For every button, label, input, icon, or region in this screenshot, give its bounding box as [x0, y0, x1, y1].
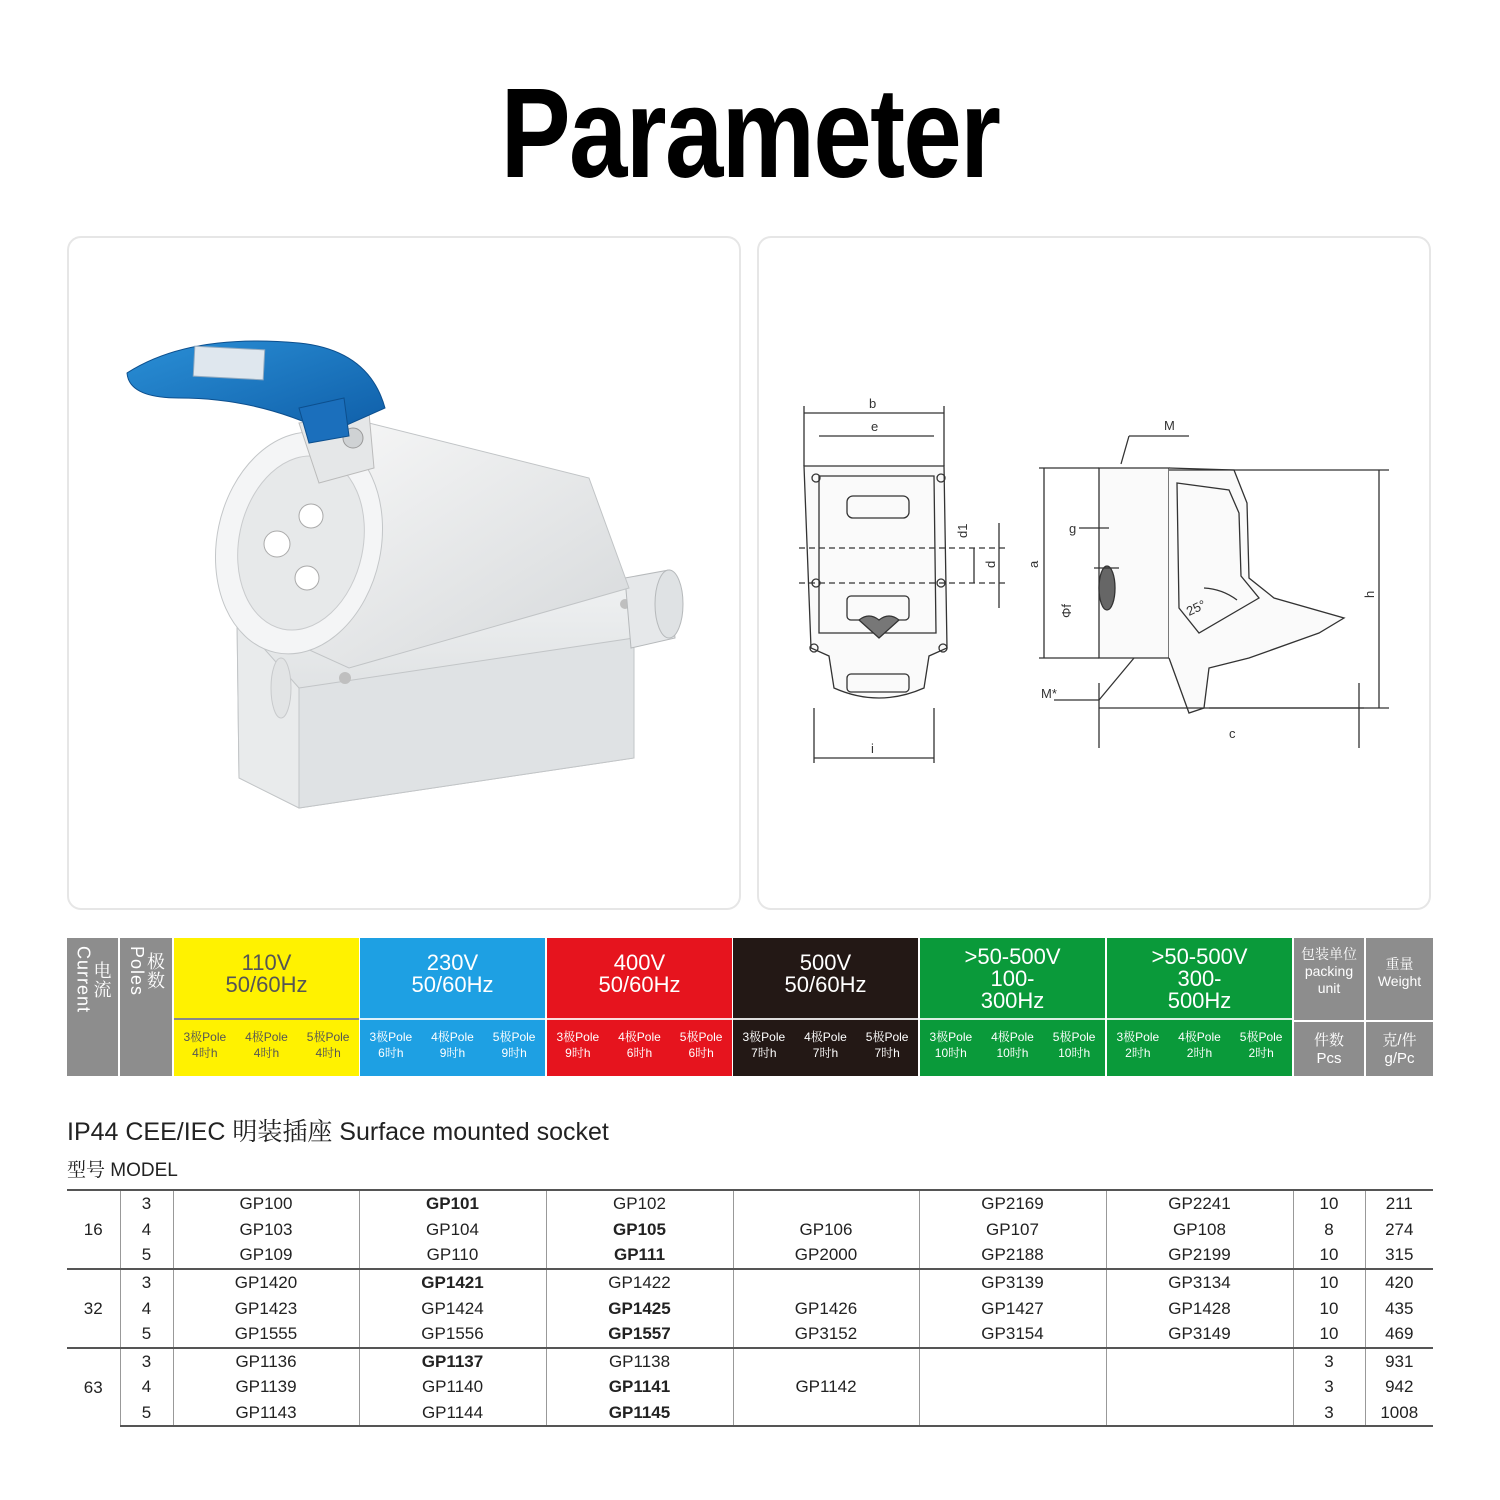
table-row [67, 1295, 1433, 1321]
model-cell: GP103 [173, 1217, 359, 1243]
poles-cell: 5 [120, 1242, 173, 1269]
pcs-cell: 3 [1293, 1374, 1365, 1400]
voltage-band-label [360, 952, 545, 996]
poles-cell: 5 [120, 1321, 173, 1348]
pole-time-cell [1053, 1029, 1096, 1061]
weight-cell: 274 [1385, 1219, 1414, 1239]
voltage-band-5 [920, 938, 1105, 1076]
model-cell [733, 1400, 919, 1427]
table-row [67, 1400, 1433, 1427]
table-row [67, 1269, 1433, 1296]
voltage-band-label [547, 952, 732, 996]
model-cell: GP1144 [359, 1400, 546, 1427]
poles-cell: 3 [120, 1348, 173, 1375]
voltage-band-label [920, 946, 1105, 1012]
pole-count: 3极Pole [556, 1030, 600, 1044]
model-cell [1106, 1348, 1293, 1375]
header-poles-cn: 极数 [145, 952, 165, 991]
pole-time-cell [1240, 1029, 1283, 1061]
pole-hours: 6时h [378, 1046, 404, 1060]
poles-cell: 5 [120, 1400, 173, 1427]
dim-label-d: d [983, 560, 998, 568]
pole-hours: 9时h [565, 1046, 591, 1060]
model-cell: GP3154 [919, 1321, 1106, 1348]
voltage-band-line: 110V [241, 950, 292, 975]
poles-cell: 3 [120, 1269, 173, 1296]
voltage-band-line: 300Hz [980, 988, 1045, 1013]
dim-label-h: h [1362, 590, 1377, 598]
pole-time-cell [556, 1029, 599, 1061]
model-cell: GP2241 [1106, 1190, 1293, 1217]
pcs-cell: 10 [1293, 1190, 1365, 1217]
page-title: Parameter [500, 62, 1000, 205]
model-cell: GP1423 [173, 1295, 359, 1321]
model-cell: GP2199 [1106, 1242, 1293, 1269]
pole-hours: 2时h [1125, 1046, 1151, 1060]
pole-count: 4极Pole [1178, 1030, 1221, 1044]
model-cell [733, 1190, 919, 1217]
weight-cell: 1008 [1365, 1400, 1433, 1427]
pcs-cell: 8 [1293, 1217, 1365, 1243]
current-cell: 16 [67, 1190, 120, 1269]
voltage-band-line: 50/60Hz [411, 972, 494, 997]
voltage-band-label [1107, 946, 1292, 1012]
pole-time-cell [929, 1029, 972, 1061]
model-table [67, 1189, 1433, 1427]
voltage-band-line: 400V [613, 950, 666, 975]
model-cell [733, 1348, 919, 1375]
pole-time-cell [369, 1029, 412, 1061]
poles-cell: 4 [120, 1217, 173, 1243]
model-cell: GP1136 [173, 1348, 359, 1375]
model-cell: GP3134 [1106, 1269, 1293, 1296]
model-cell: GP3149 [1106, 1321, 1293, 1348]
model-cell: GP105 [546, 1217, 733, 1243]
voltage-band-line: >50-500V [964, 944, 1061, 969]
packing-cn: 包装单位 [1301, 946, 1357, 962]
section-title: IP44 CEE/IEC 明装插座 Surface mounted socket [67, 1118, 609, 1146]
pole-count: 3极Pole [1116, 1030, 1160, 1044]
model-cell: GP1143 [173, 1400, 359, 1427]
header-weight [1366, 938, 1433, 1076]
pole-count: 3极Pole [183, 1030, 227, 1044]
model-cell: GP1142 [733, 1374, 919, 1400]
model-cell: GP2169 [919, 1190, 1106, 1217]
table-row [67, 1348, 1433, 1375]
model-cell: GP1421 [359, 1269, 546, 1296]
model-cell: GP2000 [733, 1242, 919, 1269]
header-current-cn: 电流 [91, 960, 112, 999]
model-cell: GP1425 [546, 1295, 733, 1321]
gpc-cn: 克/件 [1382, 1032, 1417, 1049]
socket-product-illustration [69, 238, 741, 910]
model-cell [1106, 1374, 1293, 1400]
table-row [67, 1242, 1433, 1269]
voltage-band-line: 50/60Hz [225, 972, 308, 997]
current-cell: 32 [67, 1269, 120, 1348]
pole-time-cell [1178, 1029, 1221, 1061]
pole-hours: 9时h [501, 1046, 527, 1060]
dim-label-Mstar: M* [1041, 686, 1057, 701]
pole-time-cell [866, 1029, 909, 1061]
poles-cell: 4 [120, 1295, 173, 1321]
table-row [67, 1190, 1433, 1217]
dim-label-M: M [1164, 418, 1175, 433]
table-row [67, 1321, 1433, 1348]
pole-count: 3极Pole [929, 1030, 973, 1044]
weight-cell: 211 [1365, 1190, 1433, 1217]
weight-cell: 315 [1385, 1245, 1414, 1265]
voltage-band-line: 500V [799, 950, 852, 975]
product-photo-panel [67, 236, 741, 910]
model-cell [919, 1374, 1106, 1400]
dim-label-d1: d1 [955, 523, 970, 538]
model-cell: GP107 [919, 1217, 1106, 1243]
dim-label-g: g [1069, 521, 1077, 536]
pcs-cn: 件数 [1313, 1032, 1344, 1049]
pole-count: 4极Pole [804, 1030, 847, 1044]
pole-hours: 7时h [812, 1046, 839, 1060]
pole-hours: 4时h [192, 1046, 218, 1060]
model-cell: GP1137 [359, 1348, 546, 1375]
model-cell: GP1420 [173, 1269, 359, 1296]
poles-cell: 3 [120, 1190, 173, 1217]
model-cell: GP100 [173, 1190, 359, 1217]
pole-hours: 6时h [626, 1046, 653, 1060]
weight-en: Weight [1377, 973, 1422, 989]
pole-time-cell [1116, 1029, 1159, 1061]
pole-time-cell [804, 1029, 847, 1061]
pcs-cell: 10 [1293, 1242, 1365, 1269]
pole-count: 4极Pole [245, 1030, 288, 1044]
dim-label-e: e [871, 419, 879, 434]
table-row [67, 1374, 1433, 1400]
pole-hours: 9时h [439, 1046, 466, 1060]
pole-time-cell [680, 1029, 723, 1061]
pcs-cell: 3 [1293, 1348, 1365, 1375]
voltage-band-line: 500Hz [1167, 988, 1232, 1013]
model-cell: GP1428 [1106, 1295, 1293, 1321]
pole-time-cell [618, 1029, 661, 1061]
weight-cell: 931 [1365, 1348, 1433, 1375]
voltage-band-2 [360, 938, 545, 1076]
voltage-band-line: 100- [990, 966, 1035, 991]
pcs-cell: 10 [1293, 1321, 1365, 1348]
pole-hours: 4时h [253, 1046, 280, 1060]
pole-hours: 10时h [1058, 1046, 1091, 1060]
dim-label-c: c [1229, 726, 1236, 741]
model-cell: GP1426 [733, 1295, 919, 1321]
header-poles [120, 938, 172, 1076]
dimension-drawing [759, 238, 1431, 910]
dim-label-angle: 25° [1183, 596, 1209, 619]
model-cell: GP1141 [546, 1374, 733, 1400]
model-cell: GP2188 [919, 1242, 1106, 1269]
pole-count: 3极Pole [742, 1030, 786, 1044]
pcs-cell: 10 [1293, 1295, 1365, 1321]
model-cell [919, 1348, 1106, 1375]
model-cell: GP1422 [546, 1269, 733, 1296]
model-cell: GP1424 [359, 1295, 546, 1321]
model-cell [733, 1269, 919, 1296]
pole-hours: 2时h [1186, 1046, 1213, 1060]
weight-cell: 435 [1385, 1298, 1414, 1318]
weight-cell: 420 [1365, 1269, 1433, 1296]
gpc-en: g/Pc [1384, 1050, 1415, 1067]
header-current [67, 938, 118, 1076]
model-cell: GP1139 [173, 1374, 359, 1400]
pole-hours: 10时h [934, 1046, 967, 1060]
dim-label-b: b [869, 396, 877, 411]
dimension-drawing-panel [757, 236, 1431, 910]
dim-label-phif: Φf [1059, 604, 1074, 618]
current-cell: 63 [67, 1348, 120, 1427]
model-cell: GP109 [173, 1242, 359, 1269]
voltage-band-line: >50-500V [1151, 944, 1248, 969]
pole-time-cell [245, 1029, 288, 1061]
model-cell: GP102 [546, 1190, 733, 1217]
pole-count: 5极Pole [1239, 1030, 1283, 1044]
pole-time-cell [742, 1029, 785, 1061]
voltage-band-label [174, 952, 359, 996]
pole-count: 5极Pole [679, 1030, 723, 1044]
model-cell: GP1555 [173, 1321, 359, 1348]
voltage-band-6 [1107, 938, 1292, 1076]
dim-label-a: a [1026, 560, 1041, 568]
pole-count: 5极Pole [492, 1030, 536, 1044]
model-cell: GP3139 [919, 1269, 1106, 1296]
packing-en2: unit [1317, 980, 1341, 996]
pole-count: 5极Pole [1052, 1030, 1096, 1044]
model-label: 型号 MODEL [67, 1160, 178, 1181]
dim-label-i: i [871, 741, 874, 756]
voltage-band-label [733, 952, 918, 996]
model-cell: GP3152 [733, 1321, 919, 1348]
weight-cell: 469 [1385, 1324, 1414, 1344]
model-cell: GP101 [359, 1190, 546, 1217]
pole-count: 3极Pole [369, 1030, 413, 1044]
pole-time-cell [431, 1029, 474, 1061]
weight-cn: 重量 [1385, 956, 1414, 972]
pole-count: 4极Pole [431, 1030, 474, 1044]
pole-count: 5极Pole [865, 1030, 909, 1044]
voltage-band-1 [174, 938, 359, 1076]
model-cell: GP111 [546, 1242, 733, 1269]
pcs-cell: 10 [1293, 1269, 1365, 1296]
voltage-band-line: 50/60Hz [598, 972, 681, 997]
model-cell: GP108 [1106, 1217, 1293, 1243]
pcs-en: Pcs [1316, 1050, 1342, 1067]
model-cell [1106, 1400, 1293, 1427]
pole-time-cell [183, 1029, 226, 1061]
table-row [67, 1217, 1433, 1243]
model-cell: GP1557 [546, 1321, 733, 1348]
pole-hours: 6时h [688, 1046, 714, 1060]
model-cell [919, 1400, 1106, 1427]
voltage-band-3 [547, 938, 732, 1076]
pole-hours: 4时h [315, 1046, 341, 1060]
model-cell: GP1140 [359, 1374, 546, 1400]
pole-hours: 7时h [751, 1046, 777, 1060]
voltage-band-line: 50/60Hz [784, 972, 867, 997]
pole-time-cell [991, 1029, 1034, 1061]
header-poles-en: Poles [127, 946, 147, 997]
weight-cell: 942 [1385, 1377, 1414, 1397]
model-cell: GP104 [359, 1217, 546, 1243]
model-cell: GP106 [733, 1217, 919, 1243]
model-cell: GP110 [359, 1242, 546, 1269]
voltage-band-4 [733, 938, 918, 1076]
model-cell: GP1427 [919, 1295, 1106, 1321]
pole-time-cell [307, 1029, 350, 1061]
pole-time-cell [493, 1029, 536, 1061]
pole-hours: 10时h [996, 1046, 1029, 1060]
pole-hours: 2时h [1248, 1046, 1274, 1060]
voltage-band-line: 230V [426, 950, 479, 975]
pole-count: 4极Pole [618, 1030, 661, 1044]
model-cell: GP1138 [546, 1348, 733, 1375]
voltage-band-line: 300- [1177, 966, 1222, 991]
pole-hours: 7时h [874, 1046, 900, 1060]
model-cell: GP1145 [546, 1400, 733, 1427]
pole-count: 5极Pole [306, 1030, 350, 1044]
packing-en1: packing [1304, 963, 1354, 979]
header-current-en: Current [73, 946, 94, 1014]
model-cell: GP1556 [359, 1321, 546, 1348]
header-packing-unit [1294, 938, 1364, 1076]
pole-count: 4极Pole [991, 1030, 1034, 1044]
poles-cell: 4 [120, 1374, 173, 1400]
pcs-cell: 3 [1293, 1400, 1365, 1427]
